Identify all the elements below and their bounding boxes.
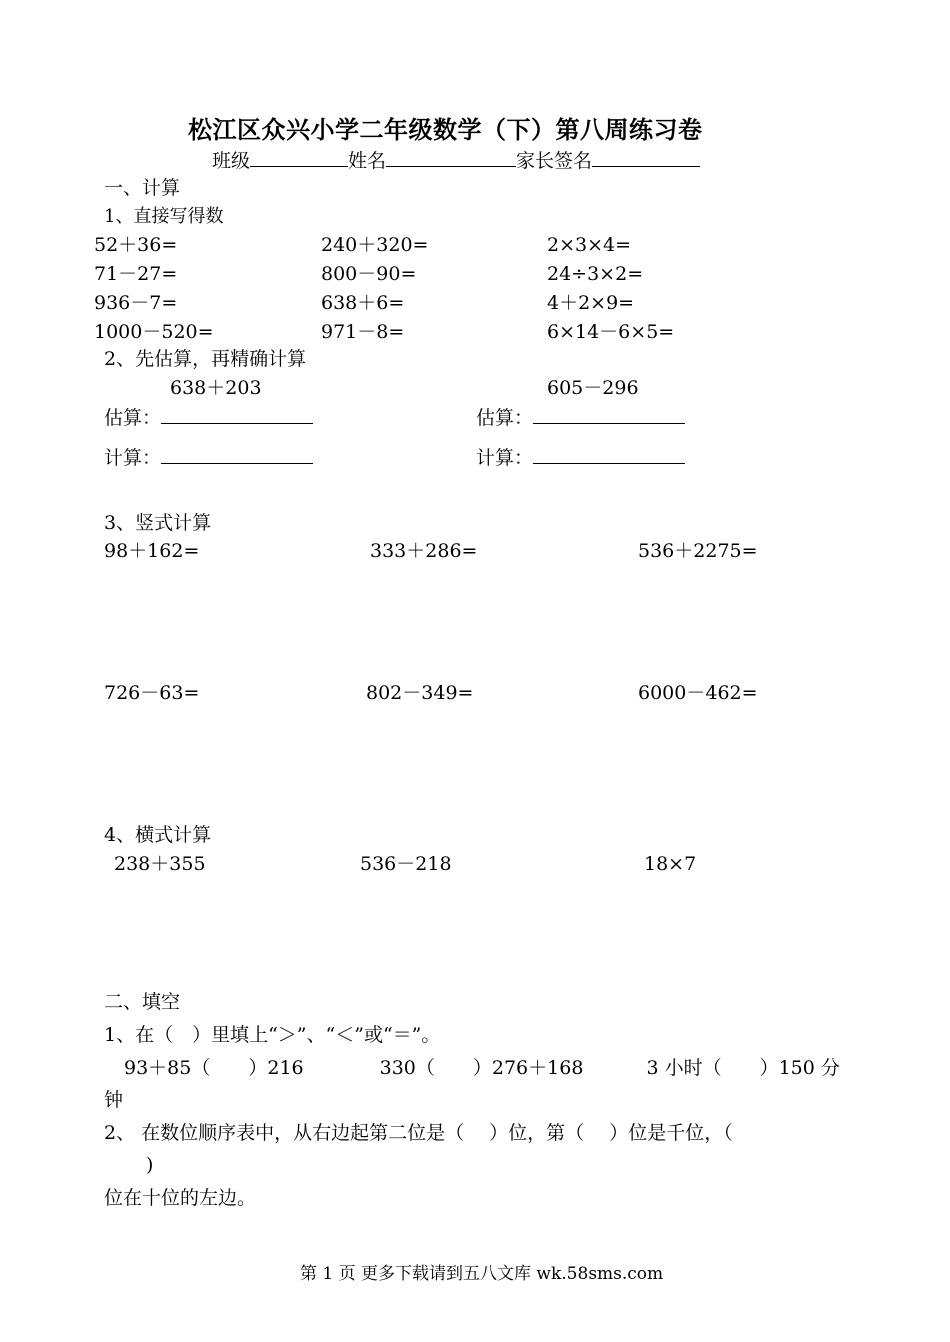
estimate-blank[interactable] — [161, 405, 313, 424]
q4-item: 536－218 — [360, 853, 452, 875]
parent-signature-label: 家长签名 — [516, 150, 593, 172]
q1-item: 71－27= — [94, 263, 178, 285]
estimate-row-left — [104, 405, 313, 430]
page-footer: 第 1 页 更多下载请到五八文库 wk.58sms.com — [300, 1264, 664, 1284]
q1-item: 800－90= — [321, 263, 417, 285]
fill-q2-wrap-paren: ) — [146, 1154, 154, 1176]
q1-heading: 1、直接写得数 — [104, 206, 224, 227]
q4-item: 238＋355 — [114, 853, 206, 875]
calc-row-left — [104, 445, 313, 470]
student-info-line — [212, 148, 700, 173]
q1-item: 4＋2×9= — [547, 292, 635, 314]
calc-label: 计算： — [104, 447, 162, 469]
q1-item: 24÷3×2= — [547, 263, 644, 285]
q3-item: 333＋286= — [370, 540, 478, 562]
q1-item: 1000－520= — [94, 321, 214, 343]
page-title: 松江区众兴小学二年级数学（下）第八周练习卷 — [188, 115, 703, 144]
q2-expression-left: 638＋203 — [170, 377, 262, 399]
q1-item: 971－8= — [321, 321, 405, 343]
q4-item: 18×7 — [644, 853, 697, 875]
name-label: 姓名 — [348, 150, 387, 172]
q1-item: 52＋36= — [94, 234, 178, 256]
q4-heading: 4、横式计算 — [104, 824, 212, 846]
estimate-label: 估算： — [104, 407, 162, 429]
fill-q1-wrap: 钟 — [104, 1089, 124, 1111]
parent-signature-blank[interactable] — [592, 148, 700, 167]
calc-blank[interactable] — [533, 445, 685, 464]
q1-item: 638＋6= — [321, 292, 405, 314]
section-1-heading: 一、计算 — [104, 177, 181, 199]
fill-q2-wrap-text: 位在十位的左边。 — [104, 1187, 257, 1209]
q3-item: 6000－462= — [638, 682, 758, 704]
calc-label: 计算： — [476, 447, 534, 469]
fill-q1-line: 93＋85（ ）216 330（ ）276＋168 3 小时（ ）150 分 — [124, 1057, 840, 1079]
estimate-blank[interactable] — [533, 405, 685, 424]
q3-item: 726－63= — [104, 682, 200, 704]
estimate-row-right — [476, 405, 685, 430]
q3-heading: 3、竖式计算 — [104, 512, 212, 534]
name-blank[interactable] — [386, 148, 516, 167]
q1-item: 240＋320= — [321, 234, 429, 256]
q3-item: 98＋162= — [104, 540, 200, 562]
calc-row-right — [476, 445, 685, 470]
q2-expression-right: 605－296 — [547, 377, 639, 399]
q3-item: 536＋2275= — [638, 540, 758, 562]
q1-item: 936－7= — [94, 292, 178, 314]
q2-heading: 2、先估算，再精确计算 — [104, 348, 307, 370]
class-blank[interactable] — [250, 148, 348, 167]
estimate-label: 估算： — [476, 407, 534, 429]
fill-q2-text: 2、 在数位顺序表中，从右边起第二位是（ ）位，第（ ）位是千位，（ — [104, 1122, 733, 1144]
fill-q1-text: 1、在（ ）里填上“＞”、“＜”或“＝”。 — [104, 1024, 441, 1046]
q1-item: 2×3×4= — [547, 234, 632, 256]
class-label: 班级 — [212, 150, 251, 172]
calc-blank[interactable] — [161, 445, 313, 464]
q3-item: 802－349= — [366, 682, 474, 704]
q1-item: 6×14－6×5= — [547, 321, 675, 343]
section-2-heading: 二、填空 — [104, 991, 181, 1013]
